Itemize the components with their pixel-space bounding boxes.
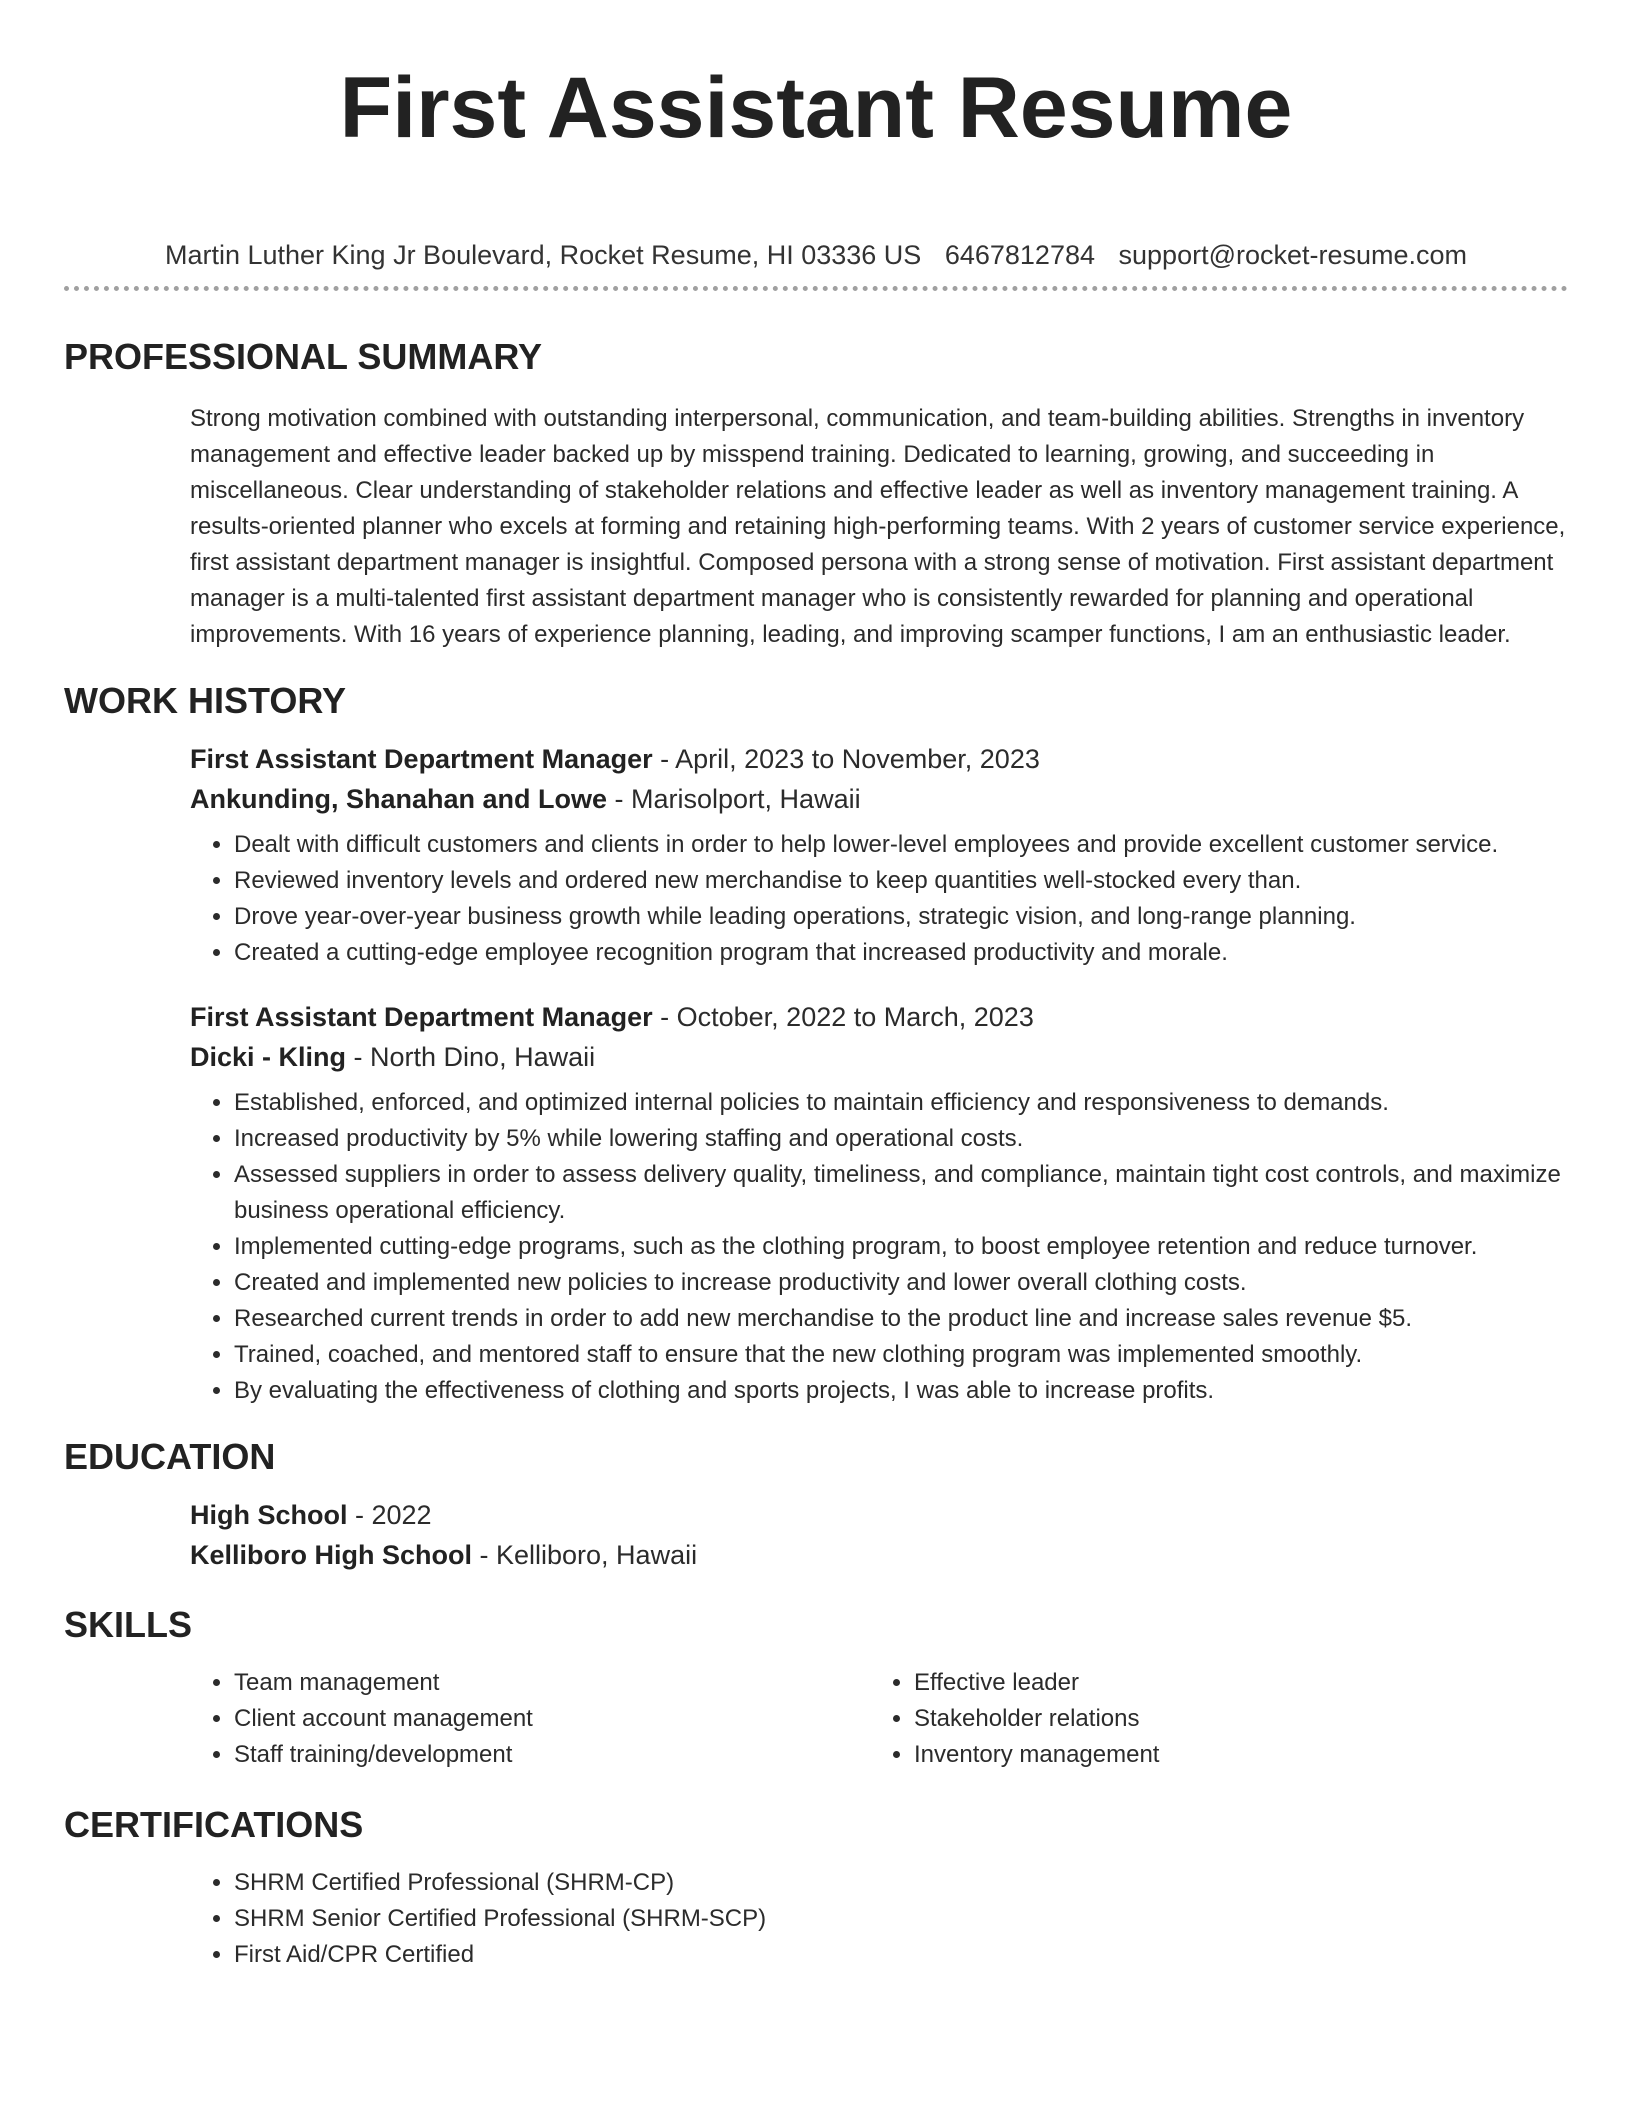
job-location: - Marisolport, Hawaii — [607, 784, 861, 814]
work-history-heading: WORK HISTORY — [64, 680, 347, 721]
certifications-heading: CERTIFICATIONS — [64, 1804, 364, 1845]
job-title-line — [190, 739, 1568, 779]
job-company-line — [190, 1037, 1568, 1077]
contact-line — [64, 238, 1568, 272]
list-item: • SHRM Certified Professional (SHRM-CP) — [234, 1865, 1568, 1901]
job-company: Ankunding, Shanahan and Lowe — [190, 784, 608, 814]
job-dates: - October, 2022 to March, 2023 — [652, 1002, 1034, 1032]
job-dates: - April, 2023 to November, 2023 — [652, 744, 1040, 774]
contact-address: Martin Luther King Jr Boulevard, Rocket Resume, HI 03336 US — [164, 240, 922, 270]
list-item: • By evaluating the effectiveness of clothing and sports projects, I was able to increase profits. — [234, 1373, 1568, 1409]
job-bullets — [190, 1085, 1568, 1409]
list-item: • Implemented cutting-edge programs, such as the clothing program, to boost employee retention and reduce turnover. — [234, 1229, 1568, 1265]
job-company: Dicki - Kling — [190, 1042, 347, 1072]
education-school: Kelliboro High School — [190, 1540, 472, 1570]
education-section — [190, 1495, 1568, 1575]
list-item: • Effective leader — [914, 1665, 1550, 1701]
list-item: • Drove year-over-year business growth while leading operations, strategic vision, and long-range planning. — [234, 899, 1568, 935]
list-item: • Staff training/development — [234, 1737, 870, 1773]
list-item: • First Aid/CPR Certified — [234, 1937, 1568, 1973]
list-item: • Client account management — [234, 1701, 870, 1737]
header-divider — [64, 286, 1568, 291]
list-item: • Assessed suppliers in order to assess delivery quality, timeliness, and compliance, maintain tight cost controls, and maximize business operational efficiency. — [234, 1157, 1568, 1229]
list-item: • Team management — [234, 1665, 870, 1701]
skills-column-left — [190, 1665, 870, 1773]
list-item: • Inventory management — [914, 1737, 1550, 1773]
job-location: - North Dino, Hawaii — [346, 1042, 596, 1072]
list-item: • Increased productivity by 5% while lowering staffing and operational costs. — [234, 1121, 1568, 1157]
certifications-list — [190, 1865, 1568, 1973]
skills-section — [190, 1665, 1568, 1773]
list-item: • Stakeholder relations — [914, 1701, 1550, 1737]
list-item: • Reviewed inventory levels and ordered new merchandise to keep quantities well-stocked every than. — [234, 863, 1568, 899]
job-bullets — [190, 827, 1568, 971]
list-item: • Established, enforced, and optimized internal policies to maintain efficiency and responsiveness to demands. — [234, 1085, 1568, 1121]
skills-list-right — [870, 1665, 1550, 1773]
job-company-line — [190, 779, 1568, 819]
summary-section — [190, 401, 1568, 653]
job-title: First Assistant Department Manager — [190, 1002, 653, 1032]
job-entry — [190, 997, 1568, 1409]
education-heading: EDUCATION — [64, 1436, 276, 1477]
list-item: • Researched current trends in order to add new merchandise to the product line and increase sales revenue $5. — [234, 1301, 1568, 1337]
certifications-section — [190, 1865, 1568, 1973]
contact-phone: 6467812784 — [944, 240, 1095, 270]
education-year: - 2022 — [347, 1500, 432, 1530]
list-item: • SHRM Senior Certified Professional (SHRM-SCP) — [234, 1901, 1568, 1937]
education-location: - Kelliboro, Hawaii — [472, 1540, 698, 1570]
education-degree: High School — [190, 1500, 348, 1530]
resume-title: First Assistant Resume — [339, 60, 1293, 156]
summary-heading: PROFESSIONAL SUMMARY — [64, 336, 543, 377]
list-item: • Trained, coached, and mentored staff to ensure that the new clothing program was implemented smoothly. — [234, 1337, 1568, 1373]
skills-list-left — [190, 1665, 870, 1773]
skills-heading: SKILLS — [64, 1604, 193, 1645]
job-title: First Assistant Department Manager — [190, 744, 653, 774]
work-history-section — [190, 739, 1568, 1409]
skills-column-right — [870, 1665, 1550, 1773]
list-item: • Created a cutting-edge employee recognition program that increased productivity and morale. — [234, 935, 1568, 971]
job-title-line — [190, 997, 1568, 1037]
list-item: • Dealt with difficult customers and clients in order to help lower-level employees and provide excellent customer service. — [234, 827, 1568, 863]
summary-text: Strong motivation combined with outstanding interpersonal, communication, and team-building abilities. Strengths in inventory management and effective leader backed up by misspend training. Dedicated to learning, growing, and succeeding in miscellaneous. Clear understanding of stakeholder relations and effective leader as well as inventory management training. A results-oriented planner who excels at forming and retaining high-performing teams. With 2 years of customer service experience, first assistant department manager is insightful. Composed persona with a strong sense of motivation. First assistant department manager is a multi-talented first assistant department manager who is consistently rewarded for planning and operational improvements. With 16 years of experience planning, leading, and improving scamper functions, I am an enthusiastic leader. — [190, 405, 1566, 648]
education-school-line — [190, 1535, 1568, 1575]
job-entry — [190, 739, 1568, 971]
contact-email: support@rocket-resume.com — [1118, 240, 1468, 270]
skills-grid — [190, 1665, 1568, 1773]
education-degree-line — [190, 1495, 1568, 1535]
list-item: • Created and implemented new policies to increase productivity and lower overall clothing costs. — [234, 1265, 1568, 1301]
